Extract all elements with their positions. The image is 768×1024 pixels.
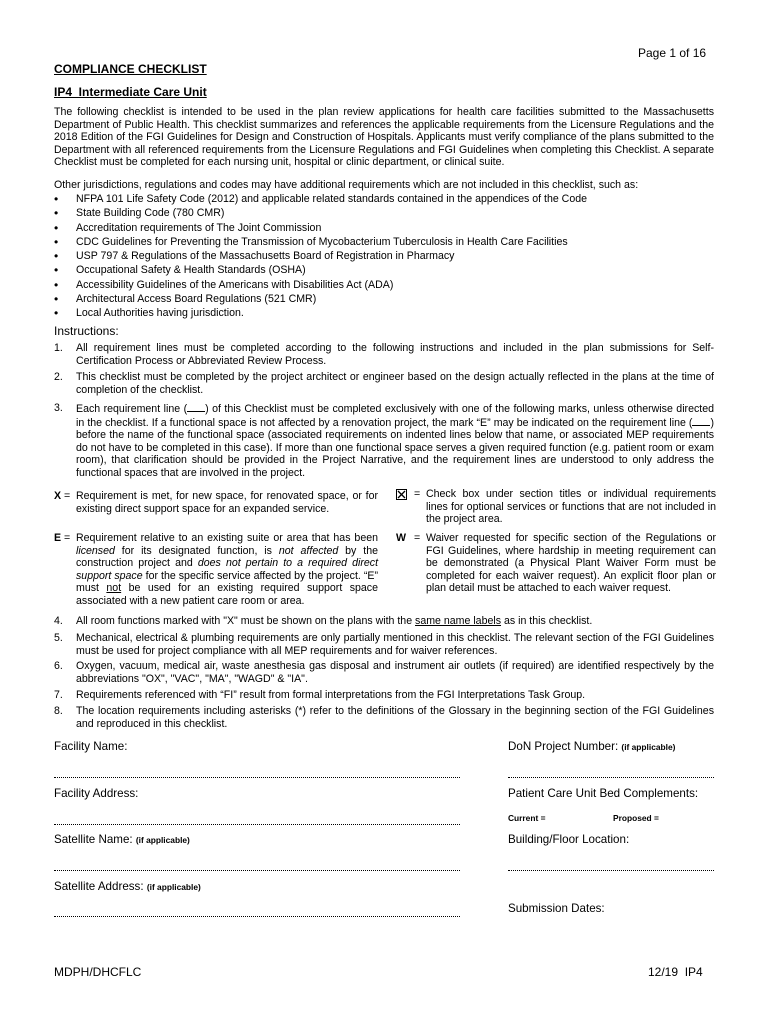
instruction-6 — [54, 660, 714, 685]
document-title: COMPLIANCE CHECKLIST — [54, 62, 207, 76]
facility-name-label: Facility Name: — [54, 740, 128, 753]
instruction-text-part: Each requirement line ( — [76, 403, 188, 415]
mark-key: W — [396, 532, 406, 544]
instruction-7 — [54, 689, 714, 702]
description-part: be used for an existing required support space associated with a new patient care room or area. — [76, 582, 378, 607]
proposed-beds-label — [613, 811, 659, 824]
submission-dates-label: Submission Dates: — [508, 902, 605, 915]
mark-equals: = — [64, 490, 71, 502]
current-beds-text: Current = — [508, 813, 546, 823]
instruction-text-part: All room functions marked with "X" must be shown on the plans with the — [76, 615, 416, 627]
instruction-text-part: as in this checklist. — [501, 615, 593, 627]
satellite-name-field[interactable] — [54, 870, 460, 871]
current-beds-label — [508, 811, 545, 824]
instruction-text — [76, 402, 714, 480]
instruction-4 — [54, 615, 714, 628]
instruction-number: 7. — [54, 689, 63, 701]
mark-key: E — [54, 532, 62, 544]
field-label-text: DoN Project Number: — [508, 740, 619, 753]
don-project-label — [508, 740, 675, 753]
instruction-text — [76, 615, 714, 628]
description-emphasis: not affected — [278, 544, 339, 557]
instruction-number: 1. — [54, 342, 63, 354]
bed-complements-label: Patient Care Unit Bed Complements: — [508, 787, 699, 800]
instruction-emphasis: same name labels — [415, 615, 502, 627]
building-floor-field[interactable] — [508, 870, 714, 871]
other-jurisdictions-intro: Other jurisdictions, regulations and codes may have additional requirements which are not included in this checklist, such as: — [54, 179, 639, 191]
list-item: • CDC Guidelines for Preventing the Transmission of Mycobacterium Tuberculosis in Health Care Facilities — [54, 235, 714, 249]
instruction-number: 4. — [54, 615, 63, 627]
footer-right: 12/19 IP4 — [648, 965, 703, 979]
instruction-text: All requirement lines must be completed according to the following instructions and included in the plan submissions for Self-Certification Process or Abbreviated Review Process. — [76, 342, 714, 367]
description-part: for the specific service affected by the project. “E” must — [76, 569, 378, 595]
instruction-number: 5. — [54, 632, 63, 644]
intro-paragraph: The following checklist is intended to be used in the plan review applications for health care facilities submitted to the Massachusetts Department of Public Health. This checklist summarizes and references the applicable requirements from the Licensure Regulations and the 2018 Edition of the FGI Guidelines for Design and Construction of Hospitals. Applicants must verify compliance of the plans submitted to the Department with all referenced requirements from the Licensure Regulations and FGI Guidelines when completing this Checklist. A separate Checklist must be completed for each nursing unit, hospital or clinic department, or clinical suite. — [54, 106, 714, 169]
field-label-note: (if applicable) — [621, 742, 676, 752]
list-item: • State Building Code (780 CMR) — [54, 206, 714, 220]
field-label-note: (if applicable) — [146, 882, 201, 892]
list-item: • Accessibility Guidelines of the Americans with Disabilities Act (ADA) — [54, 278, 714, 292]
facility-address-label: Facility Address: — [54, 787, 139, 800]
list-item: • USP 797 & Regulations of the Massachusetts Board of Registration in Pharmacy — [54, 249, 714, 263]
requirement-line-blank — [692, 416, 710, 426]
instruction-number: 8. — [54, 705, 63, 717]
instruction-text-part: ) of this Checklist must be completed exclusively with one of the following marks, unless otherwise directed in the checklist. If a functional space is not affected by a renovation project, the mark “E” may be indicated on the requirement line ( — [76, 403, 714, 429]
description-emphasis: licensed — [76, 544, 115, 557]
instruction-number: 6. — [54, 660, 63, 672]
instruction-text: Requirements referenced with “FI” result from formal interpretations from the FGI Interpretations Task Group. — [76, 689, 586, 701]
mark-description: Check box under section titles or individual requirements lines for optional services or functions that are not included in the project area. — [426, 488, 716, 526]
checkbox-x-icon — [396, 489, 407, 500]
field-label-text: Satellite Name: — [54, 833, 133, 846]
mark-equals: = — [64, 532, 71, 544]
satellite-address-field[interactable] — [54, 916, 460, 917]
instruction-text: This checklist must be completed by the project architect or engineer based on the design actually reflected in the plans at the time of completion of the checklist. — [76, 371, 714, 396]
mark-key: X — [54, 490, 62, 502]
building-floor-label: Building/Floor Location: — [508, 833, 630, 846]
satellite-name-label — [54, 833, 190, 846]
instruction-text-part: ) before the name of the functional space (associated requirements on indented lines below that name, or associated MEP requirements do not have to be completed in this case). If more than one functional space serves a given required function (e.g. patient room or exam room), that clarification should be provided in the Project Narrative, and the requirement lines are understood to only address the functional spaces that are involved in the project. — [76, 416, 714, 479]
instruction-2 — [54, 371, 714, 396]
instruction-number: 2. — [54, 371, 63, 383]
description-emphasis: not — [106, 582, 122, 595]
list-item: • Accreditation requirements of The Joint Commission — [54, 221, 714, 235]
description-part: for its designated function, is — [114, 544, 279, 557]
instruction-3 — [54, 402, 714, 480]
requirement-line-blank — [187, 402, 205, 412]
mark-description: Waiver requested for specific section of the Regulations or FGI Guidelines, where hardship in meeting requirement can be demonstrated (a Physical Plant Waiver Form must be completed for each waiver request). An explicit floor plan or plan detail must be attached to each waiver request. — [426, 532, 716, 595]
description-part: Requirement relative to an existing suite or area that has been — [76, 532, 378, 544]
footer-left: MDPH/DHCFLC — [54, 965, 142, 979]
mark-description: Requirement is met, for new space, for renovated space, or for existing direct support space for an expanded service. — [76, 490, 378, 515]
instruction-text: Mechanical, electrical & plumbing requirements are only partially mentioned in this checklist. The relevant section of the FGI Guidelines must be used for project compliance with all MEP requirements and for waiver references. — [76, 632, 714, 657]
instruction-1 — [54, 342, 714, 367]
document-subtitle: IP4_Intermediate Care Unit — [54, 85, 207, 99]
proposed-beds-text: Proposed = — [613, 813, 659, 823]
description-emphasis: does not pertain to a required direct support space — [76, 557, 379, 582]
instruction-text: The location requirements including asterisks (*) refer to the definitions of the Glossary in the beginning section of the FGI Guidelines and reproduced in this checklist. — [76, 705, 714, 730]
facility-name-field[interactable] — [54, 777, 460, 778]
instruction-5 — [54, 632, 714, 657]
instruction-text: Oxygen, vacuum, medical air, waste anesthesia gas disposal and instrument air outlets (if required) are identified respectively by the abbreviations "OX", "VAC", "MA", "WAGD" & "IA". — [76, 660, 714, 685]
field-label-text: Satellite Address: — [54, 880, 144, 893]
instructions-heading: Instructions: — [54, 324, 119, 338]
mark-description — [76, 532, 378, 608]
mark-equals: = — [414, 488, 421, 500]
don-project-field[interactable] — [508, 777, 714, 778]
satellite-address-label — [54, 880, 201, 893]
field-label-note: (if applicable) — [135, 835, 190, 845]
description-part: by the construction project and — [76, 544, 378, 570]
facility-address-field[interactable] — [54, 824, 460, 825]
list-item: • NFPA 101 Life Safety Code (2012) and applicable related standards contained in the appendices of the Code — [54, 192, 714, 206]
list-item: • Occupational Safety & Health Standards (OSHA) — [54, 263, 714, 277]
page-number: Page 1 of 16 — [638, 46, 707, 60]
instruction-number: 3. — [54, 402, 63, 414]
list-item: • Local Authorities having jurisdiction. — [54, 306, 714, 320]
mark-equals: = — [414, 532, 421, 544]
codes-list — [54, 192, 714, 321]
instruction-8 — [54, 705, 714, 730]
list-item: • Architectural Access Board Regulations (521 CMR) — [54, 292, 714, 306]
